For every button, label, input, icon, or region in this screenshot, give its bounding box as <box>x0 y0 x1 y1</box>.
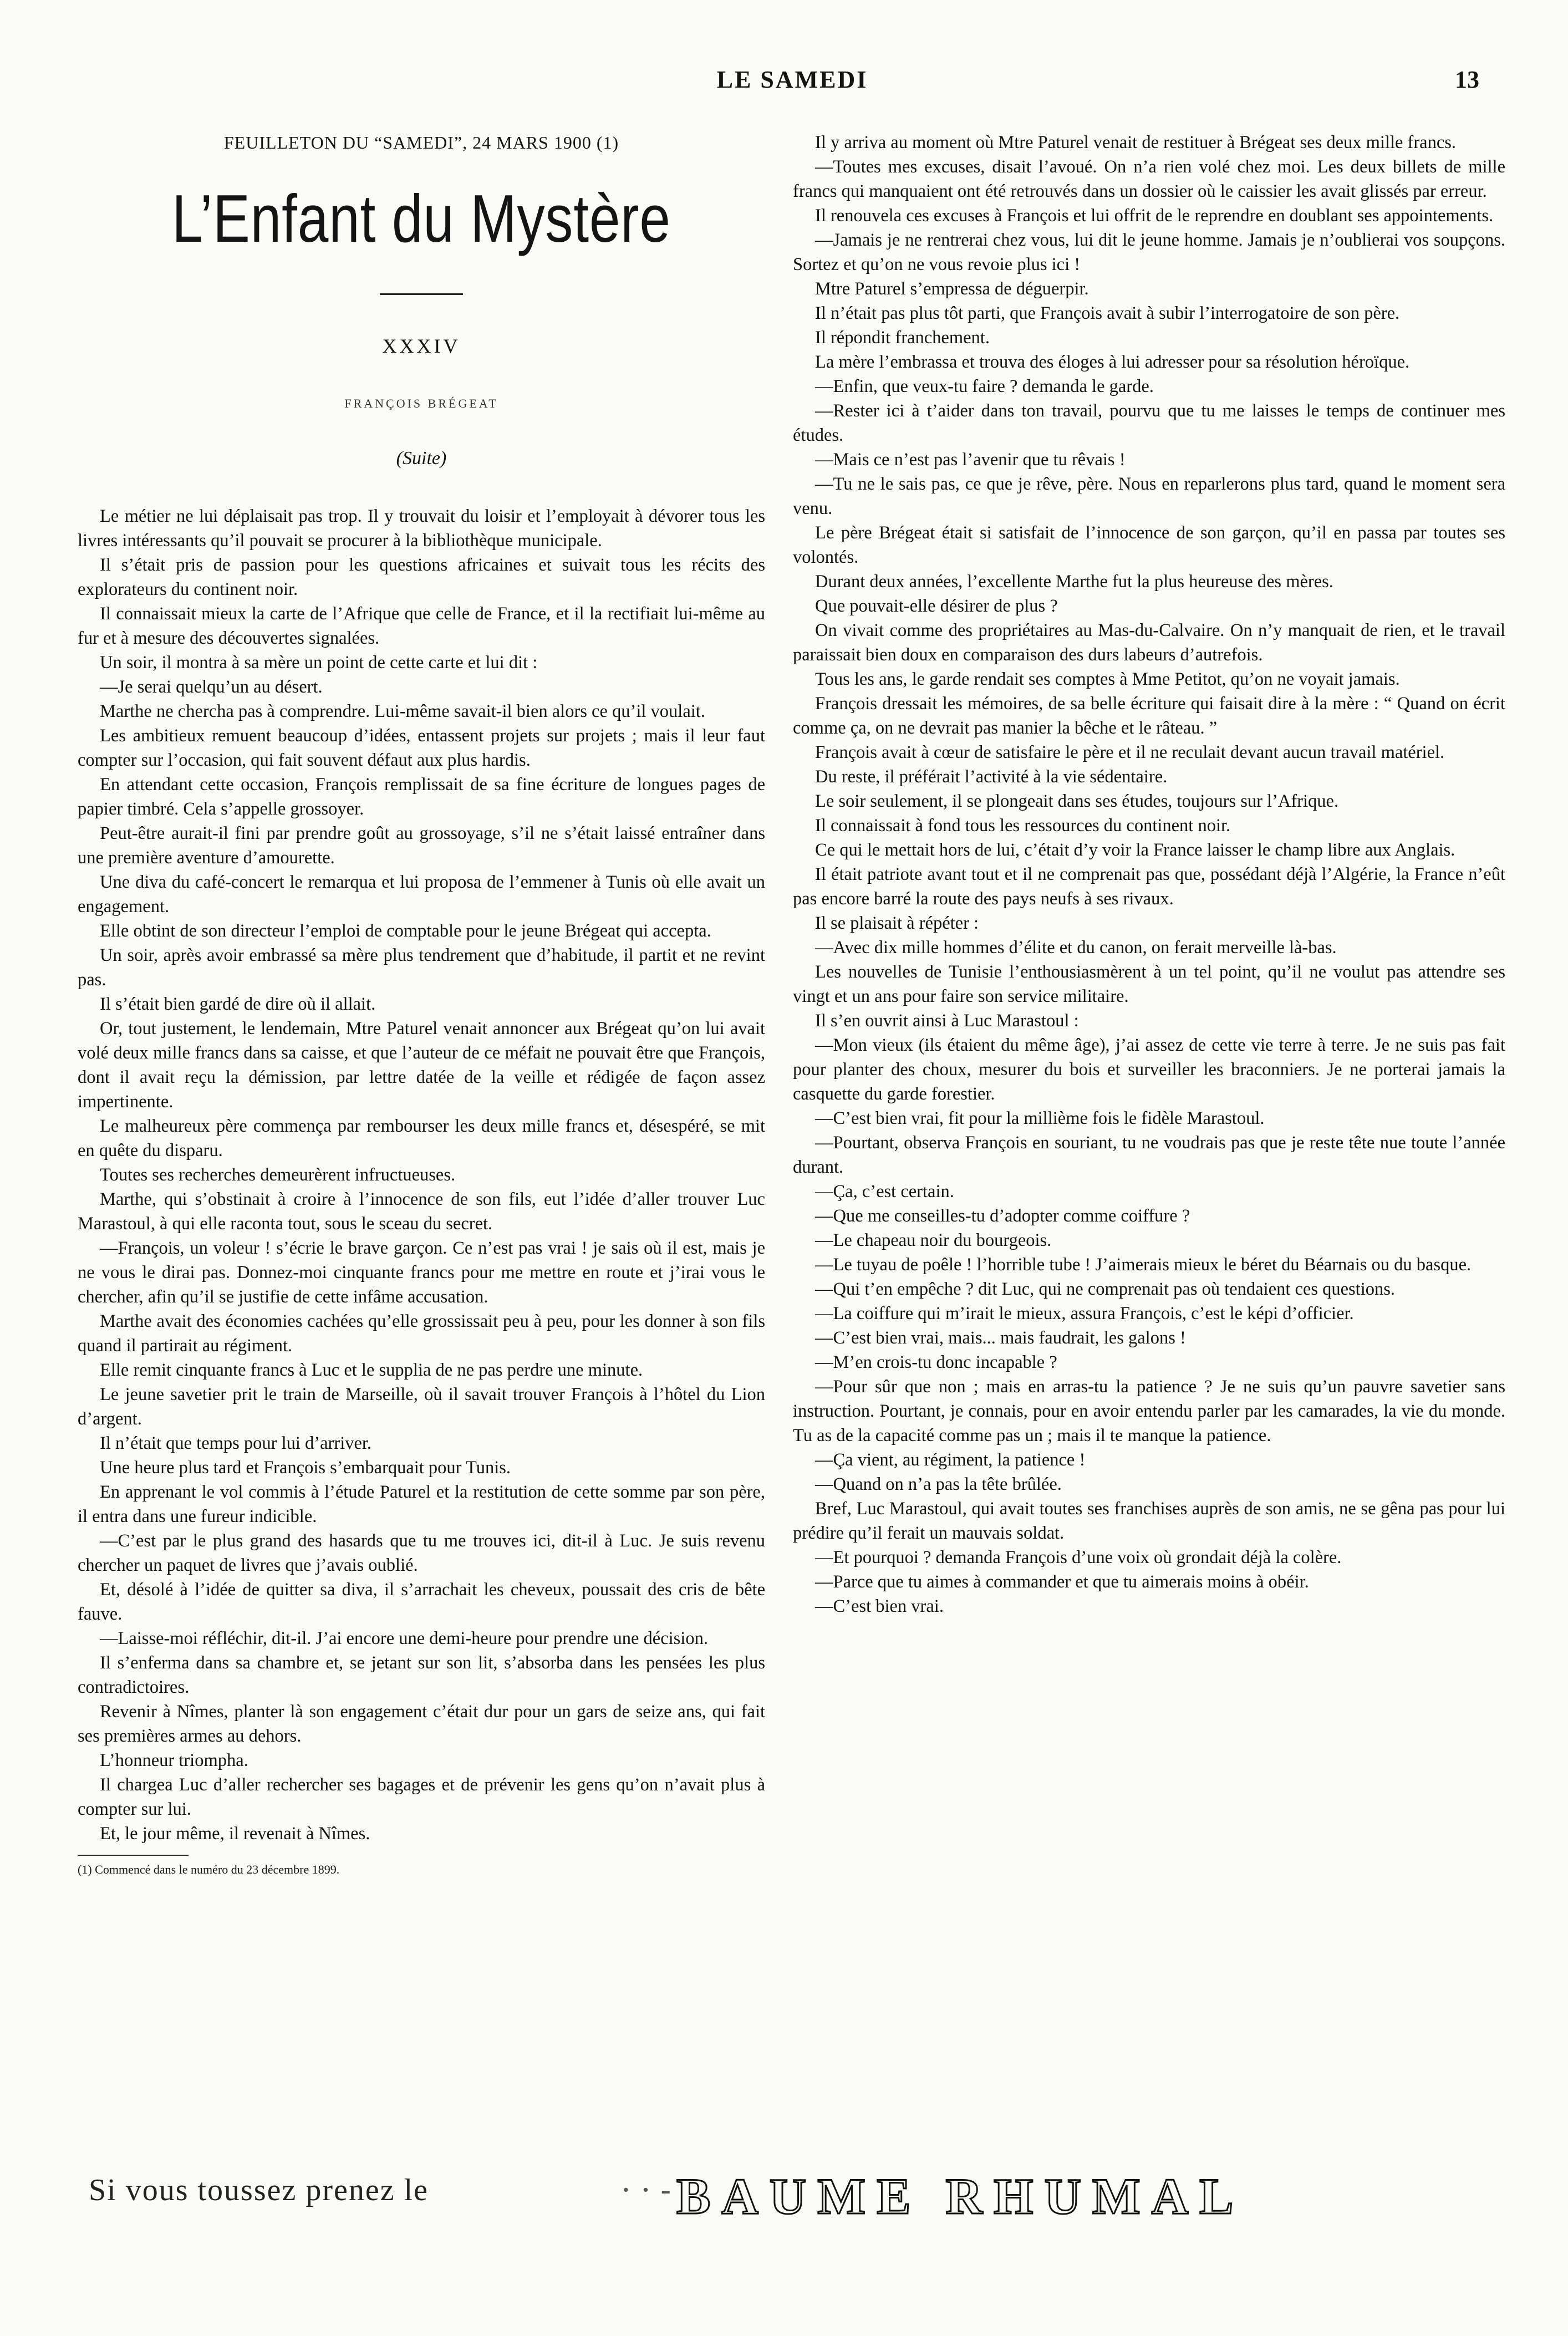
advertisement <box>89 2167 1508 2228</box>
paragraph: On vivait comme des propriétaires au Mas-du-Calvaire. On n’y manquait de rien, et le travail paraissait bien doux en comparaison des durs labeurs d’autrefois. <box>793 620 1505 665</box>
paragraph: —Qui t’en empêche ? dit Luc, qui ne comprenait pas où tendaient ces questions. <box>815 1279 1395 1299</box>
paragraph: Elle remit cinquante francs à Luc et le supplia de ne pas perdre une minute. <box>100 1360 643 1380</box>
paragraph: —Que me conseilles-tu d’adopter comme coiffure ? <box>815 1206 1190 1226</box>
paragraph: Il se plaisait à répéter : <box>815 913 979 933</box>
paragraph: En apprenant le vol commis à l’étude Paturel et la restitution de cette somme par son père, il entra dans une fureur indicible. <box>78 1482 765 1526</box>
paragraph: Il connaissait à fond tous les ressources du continent noir. <box>815 816 1231 836</box>
left-column <box>78 130 765 1878</box>
paragraph: Un soir, il montra à sa mère un point de cette carte et lui dit : <box>100 653 538 673</box>
running-head <box>83 65 1501 110</box>
paragraph: François dressait les mémoires, de sa belle écriture qui faisait dire à la mère : “ Quand on écrit comme ça, on ne devrait pas manier la bêche et le râteau. ” <box>793 694 1505 738</box>
advert-dots: · · - <box>621 2172 671 2208</box>
right-column-body <box>793 130 1505 1619</box>
paragraph: Le soir seulement, il se plongeait dans ses études, toujours sur l’Afrique. <box>815 791 1339 811</box>
paragraph: —Pourtant, observa François en souriant, tu ne voudrais pas que je reste tête nue toute l’année durant. <box>793 1133 1505 1177</box>
paragraph: L’honneur triompha. <box>100 1750 248 1770</box>
paragraph: —Ça, c’est certain. <box>815 1182 954 1202</box>
paragraph: Tous les ans, le garde rendait ses comptes à Mme Petitot, qu’on ne voyait jamais. <box>815 669 1400 689</box>
paragraph: Revenir à Nîmes, planter là son engagement c’était dur pour un gars de seize ans, qui fait ses premières armes au dehors. <box>78 1702 765 1746</box>
paragraph: —Laisse-moi réfléchir, dit-il. J’ai encore une demi-heure pour prendre une décision. <box>100 1628 708 1648</box>
paragraph: Une diva du café-concert le remarqua et lui proposa de l’emmener à Tunis où elle avait un engagement. <box>78 872 765 917</box>
paragraph: Il répondit franchement. <box>815 328 990 348</box>
paragraph: —Mon vieux (ils étaient du même âge), j’ai assez de cette vie terre à terre. Je ne suis pas fait pour planter des choux, mesurer du bois et surveiller les braconniers. Je ne porterai jamais la casquette du garde forestier. <box>793 1035 1505 1104</box>
paragraph: Marthe, qui s’obstinait à croire à l’innocence de son fils, eut l’idée d’aller trouver Luc Marastoul, à qui elle raconta tout, sous le sceau du secret. <box>78 1189 765 1234</box>
paragraph: —C’est par le plus grand des hasards que tu me trouves ici, dit-il à Luc. Je suis revenu chercher un paquet de livres que j’avais oublié. <box>78 1531 765 1575</box>
paragraph: Il chargea Luc d’aller rechercher ses bagages et de prévenir les gens qu’on n’avait plus à compter sur lui. <box>78 1775 765 1819</box>
paragraph: Le malheureux père commença par rembourser les deux mille francs et, désespéré, se mit en quête du disparu. <box>78 1116 765 1161</box>
paragraph: Il s’enferma dans sa chambre et, se jetant sur son lit, s’absorba dans les pensées les plus contradictoires. <box>78 1653 765 1697</box>
paragraph: —Le tuyau de poêle ! l’horrible tube ! J’aimerais mieux le béret du Béarnais ou du basque. <box>815 1255 1472 1275</box>
paragraph: François avait à cœur de satisfaire le père et il ne reculait devant aucun travail matériel. <box>815 742 1445 762</box>
paragraph: Du reste, il préférait l’activité à la vie sédentaire. <box>815 767 1168 787</box>
paragraph: Une heure plus tard et François s’embarquait pour Tunis. <box>100 1458 511 1478</box>
paragraph: Les nouvelles de Tunisie l’enthousiasmèrent à un tel point, qu’il ne voulut pas attendre ses vingt et un ans pour faire son service militaire. <box>793 962 1505 1006</box>
paragraph: —Rester ici à t’aider dans ton travail, pourvu que tu me laisses le temps de continuer mes études. <box>793 401 1505 445</box>
paragraph: —C’est bien vrai, mais... mais faudrait, les galons ! <box>815 1328 1186 1348</box>
chapter-subtitle: FRANÇOIS BRÉGEAT <box>344 396 498 410</box>
paragraph: En attendant cette occasion, François remplissait de sa fine écriture de longues pages de papier timbré. Cela s’appelle grossoyer. <box>78 775 765 819</box>
paragraph: —Toutes mes excuses, disait l’avoué. On n’a rien volé chez moi. Les deux billets de mille francs qui manquaient ont été retrouvés dans un dossier où le caissier les avait glissés par erreur. <box>793 157 1505 201</box>
paragraph: Et, désolé à l’idée de quitter sa diva, il s’arrachait les cheveux, poussait des cris de bête fauve. <box>78 1580 765 1624</box>
paragraph: Les ambitieux remuent beaucoup d’idées, entassent projets sur projets ; mais il leur faut compter sur l’occasion, qui fait souvent défaut aux plus hardis. <box>78 726 765 770</box>
paragraph: —Le chapeau noir du bourgeois. <box>815 1230 1052 1250</box>
paragraph: Il s’était pris de passion pour les questions africaines et suivait tous les récits des explorateurs du continent noir. <box>78 555 765 599</box>
paragraph: —Enfin, que veux-tu faire ? demanda le garde. <box>815 376 1154 396</box>
paragraph: Il renouvela ces excuses à François et lui offrit de le reprendre en doublant ses appointements. <box>815 206 1494 226</box>
paragraph: Le jeune savetier prit le train de Marseille, où il savait trouver François à l’hôtel du Lion d’argent. <box>78 1385 765 1429</box>
right-column <box>793 130 1505 1619</box>
chapter-number: XXXIV <box>382 335 461 357</box>
paragraph: Que pouvait-elle désirer de plus ? <box>815 596 1058 616</box>
paragraph: —Ça vient, au régiment, la patience ! <box>815 1450 1086 1470</box>
paragraph: Il était patriote avant tout et il ne comprenait pas que, possédant déjà l’Algérie, la France n’eût pas encore barré la route des pays neufs à ses rivaux. <box>793 864 1505 909</box>
paragraph: Marthe avait des économies cachées qu’elle grossissait peu à peu, pour les donner à son fils quand il partirait au régiment. <box>78 1311 765 1356</box>
feuilleton-heading: FEUILLETON DU “SAMEDI”, 24 MARS 1900 (1) <box>223 133 619 152</box>
paragraph: —Pour sûr que non ; mais en arras-tu la patience ? Je ne suis qu’un pauvre savetier sans instruction. Pourtant, je connais, pour en avoir entendu parler par les camarades, la vie du monde. Tu as de la capacité comme pas un ; mais il te manque la patience. <box>793 1377 1505 1446</box>
paragraph: —M’en crois-tu donc incapable ? <box>815 1352 1057 1372</box>
paragraph: —Parce que tu aimes à commander et que tu aimerais moins à obéir. <box>815 1572 1309 1592</box>
paragraph: Il n’était pas plus tôt parti, que François avait à subir l’interrogatoire de son père. <box>815 303 1400 323</box>
advert-lead-text: Si vous toussez prenez le <box>89 2173 429 2207</box>
title-divider <box>380 293 463 295</box>
paragraph: Il n’était que temps pour lui d’arriver. <box>100 1433 372 1453</box>
paragraph: Marthe ne chercha pas à comprendre. Lui-même savait-il bien alors ce qu’il voulait. <box>100 701 705 721</box>
paragraph: Il s’en ouvrit ainsi à Luc Marastoul : <box>815 1011 1079 1031</box>
paragraph: Ce qui le mettait hors de lui, c’était d’y voir la France laisser le champ libre aux Anglais. <box>815 840 1455 860</box>
paragraph: —C’est bien vrai, fit pour la millième fois le fidèle Marastoul. <box>815 1108 1265 1128</box>
paragraph: Durant deux années, l’excellente Marthe fut la plus heureuse des mères. <box>815 572 1333 592</box>
paragraph: —Et pourquoi ? demanda François d’une voix où grondait déjà la colère. <box>815 1548 1342 1567</box>
suite-label: (Suite) <box>396 448 447 469</box>
story-title: L’Enfant du Mystère <box>172 181 671 256</box>
paragraph: Il connaissait mieux la carte de l’Afrique que celle de France, et il la rectifiait lui-même au fur et à mesure des découvertes signalées. <box>78 604 765 648</box>
paragraph: —C’est bien vrai. <box>815 1596 944 1616</box>
paragraph: Le père Brégeat était si satisfait de l’innocence de son garçon, qu’il en passa par toutes ses volontés. <box>793 523 1505 567</box>
paragraph: Mtre Paturel s’empressa de déguerpir. <box>815 279 1089 299</box>
paragraph: Peut-être aurait-il fini par prendre goût au grossoyage, s’il ne s’était laissé entraîner dans une première aventure d’amourette. <box>78 823 765 868</box>
paragraph: Toutes ses recherches demeurèrent infructueuses. <box>100 1165 456 1185</box>
paragraph: —Je serai quelqu’un au désert. <box>100 677 323 697</box>
paragraph: Or, tout justement, le lendemain, Mtre Paturel venait annoncer aux Brégeat qu’on lui avait volé deux mille francs dans sa caisse, et que l’auteur de ce méfait ne pouvait être que François, dont il avait reçu la démission, par lettre datée de la veille et rédigée de façon assez impertinente. <box>78 1019 765 1112</box>
left-column-body <box>78 504 765 1846</box>
paragraph: Il y arriva au moment où Mtre Paturel venait de restituer à Brégeat ses deux mille francs. <box>815 133 1457 152</box>
footnote: (1) Commencé dans le numéro du 23 décembre 1899. <box>78 1862 340 1876</box>
newspaper-title: LE SAMEDI <box>716 66 868 93</box>
paragraph: Un soir, après avoir embrassé sa mère plus tendrement que d’habitude, il partit et ne revint pas. <box>78 945 765 990</box>
paragraph: Et, le jour même, il revenait à Nîmes. <box>100 1824 370 1844</box>
paragraph: —Mais ce n’est pas l’avenir que tu rêvais ! <box>815 450 1126 470</box>
paragraph: —Avec dix mille hommes d’élite et du canon, on ferait merveille là-bas. <box>815 938 1337 958</box>
paragraph: —Jamais je ne rentrerai chez vous, lui dit le jeune homme. Jamais je n’oublierai vos soupçons. Sortez et qu’on ne vous revoie plus ici ! <box>793 230 1505 274</box>
page-number: 13 <box>1455 66 1479 93</box>
paragraph: Le métier ne lui déplaisait pas trop. Il y trouvait du loisir et l’employait à dévorer tous les livres intéressants qu’il pouvait se procurer à la bibliothèque municipale. <box>78 506 765 551</box>
footnote-divider <box>78 1855 189 1856</box>
paragraph: Elle obtint de son directeur l’emploi de comptable pour le jeune Brégeat qui accepta. <box>100 921 711 941</box>
advert-brand-name: BAUME RHUMAL <box>676 2168 1245 2225</box>
paragraph: Bref, Luc Marastoul, qui avait toutes ses franchises auprès de son amis, ne se gêna pas pour lui prédire qu’il ferait un mauvais soldat. <box>793 1499 1505 1543</box>
paragraph: La mère l’embrassa et trouva des éloges à lui adresser pour sa résolution héroïque. <box>815 352 1410 372</box>
paragraph: —La coiffure qui m’irait le mieux, assura François, c’est le képi d’officier. <box>815 1304 1354 1324</box>
paragraph: —Quand on n’a pas la tête brûlée. <box>815 1474 1062 1494</box>
paragraph: —François, un voleur ! s’écrie le brave garçon. Ce n’est pas vrai ! je sais où il est, mais je ne vous le dirai pas. Donnez-moi cinquante francs pour me mettre en route et j’irai vous le chercher, afin qu’il se justifie de cette infâme accusation. <box>78 1238 765 1307</box>
paragraph: Il s’était bien gardé de dire où il allait. <box>100 994 376 1014</box>
paragraph: —Tu ne le sais pas, ce que je rêve, père. Nous en reparlerons plus tard, quand le moment sera venu. <box>793 474 1505 518</box>
